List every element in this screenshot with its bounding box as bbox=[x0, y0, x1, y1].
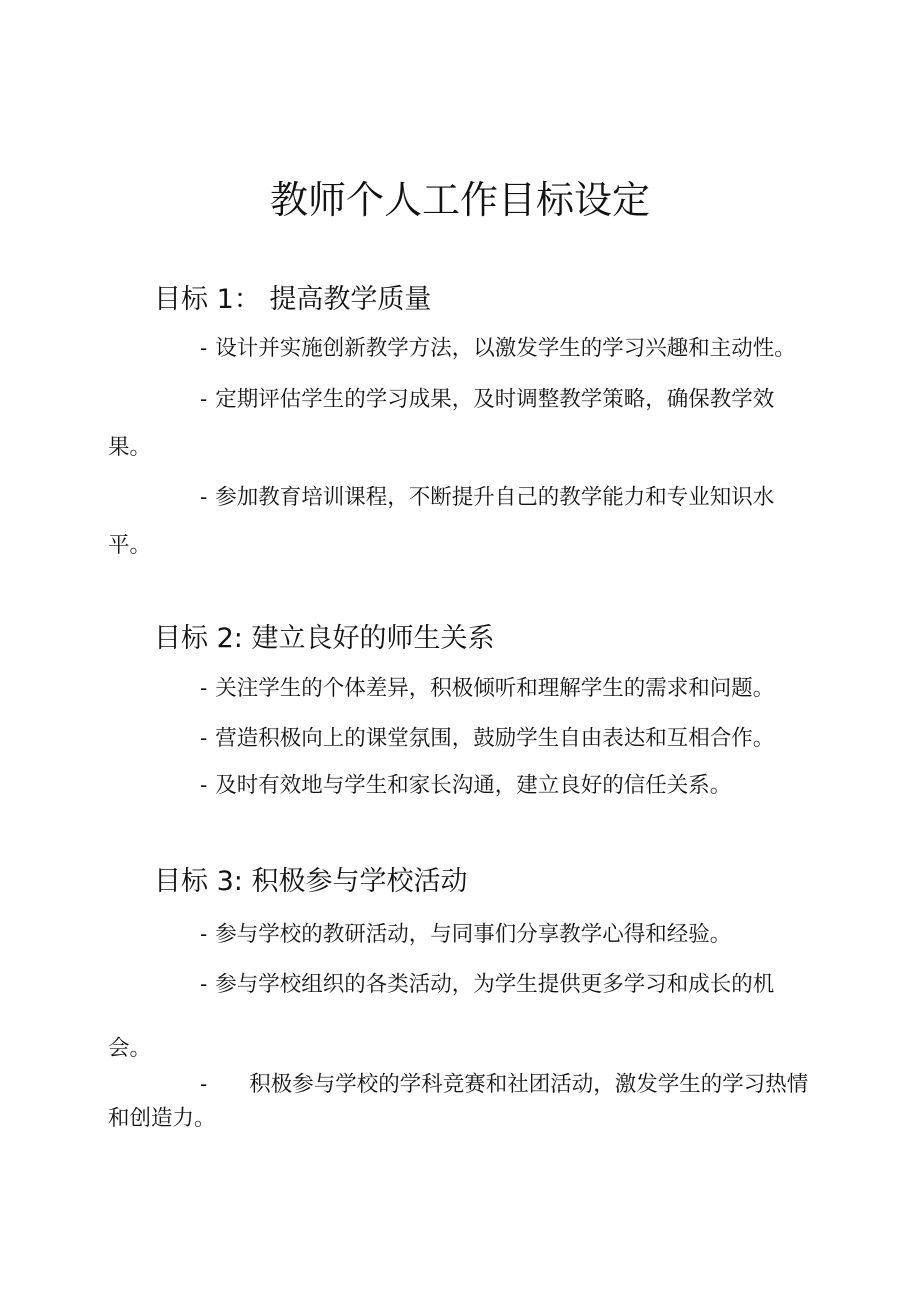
bullet-dash: - bbox=[200, 922, 208, 947]
goal-2-item-2 bbox=[108, 722, 808, 756]
bullet-dash: - bbox=[200, 726, 208, 751]
goal-3-item-2 bbox=[108, 953, 808, 1081]
item-text: 关注学生的个体差异，积极倾听和理解学生的需求和问题。 bbox=[215, 676, 775, 701]
bullet-dash: - bbox=[200, 773, 208, 798]
goal-1-item-2 bbox=[108, 376, 808, 472]
page-title: 教师个人工作目标设定 bbox=[269, 178, 650, 222]
goal-3-item-1 bbox=[108, 918, 808, 952]
goal-1-item-3 bbox=[108, 474, 808, 570]
goal-2-heading: 目标 2: 建立良好的师生关系 bbox=[154, 623, 495, 654]
bullet-dash: - bbox=[200, 485, 208, 510]
bullet-dash: - bbox=[200, 972, 208, 997]
item-text: 积极参与学校的学科竞赛和社团活动，激发学生的学习热情和创造力。 bbox=[108, 1072, 809, 1131]
goal-3-item-3 bbox=[108, 1068, 824, 1136]
bullet-dash: - bbox=[200, 387, 208, 412]
goal-3-heading: 目标 3: 积极参与学校活动 bbox=[154, 866, 468, 897]
item-text: 营造积极向上的课堂氛围，鼓励学生自由表达和互相合作。 bbox=[215, 726, 775, 751]
goal-1-heading: 目标 1： 提高教学质量 bbox=[154, 284, 432, 315]
item-text: 及时有效地与学生和家长沟通，建立良好的信任关系。 bbox=[215, 773, 732, 798]
item-text: 参与学校的教研活动，与同事们分享教学心得和经验。 bbox=[215, 922, 732, 947]
bullet-dash: - bbox=[200, 1072, 208, 1097]
item-text: 设计并实施创新教学方法，以激发学生的学习兴趣和主动性。 bbox=[215, 336, 796, 361]
goal-2-item-3 bbox=[108, 769, 808, 803]
bullet-dash: - bbox=[200, 676, 208, 701]
item-text: 参加教育培训课程，不断提升自己的教学能力和专业知识水平。 bbox=[108, 485, 775, 558]
item-text: 参与学校组织的各类活动，为学生提供更多学习和成长的机会。 bbox=[108, 972, 775, 1061]
bullet-dash: - bbox=[200, 336, 208, 361]
goal-2-item-1 bbox=[108, 672, 808, 706]
item-text: 定期评估学生的学习成果，及时调整教学策略，确保教学效果。 bbox=[108, 387, 775, 460]
goal-1-item-1 bbox=[108, 332, 808, 366]
